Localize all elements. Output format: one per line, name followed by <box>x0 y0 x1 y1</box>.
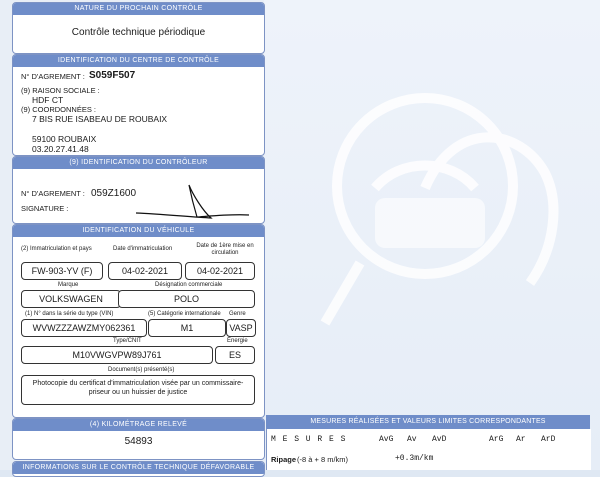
vin-field: WVWZZZAWZMY062361 <box>21 319 147 337</box>
nature-value: Contrôle technique périodique <box>71 27 206 38</box>
controleur-agrement-value: 059Z1600 <box>91 188 137 199</box>
raison-sociale-value: HDF CT <box>32 95 64 105</box>
controleur-agrement-label: N° D'AGREMENT : <box>21 189 85 198</box>
col-arg: ArG <box>489 435 504 444</box>
kilometrage-value: 54893 <box>124 436 153 447</box>
date-immat-field: 04-02-2021 <box>108 262 182 280</box>
date-first-label: Date de 1ère mise en circulation <box>196 243 254 256</box>
address-line1: 7 BIS RUE ISABEAU DE ROUBAIX <box>32 114 168 124</box>
coordonnees-label: (9) COORDONNÉES : <box>21 105 97 114</box>
immat-field: FW-903-YV (F) <box>21 262 103 280</box>
genre-field: VASP <box>226 319 256 337</box>
mesures-body <box>266 429 591 470</box>
signature-label: SIGNATURE : <box>21 204 69 213</box>
address-line2: 59100 ROUBAIX <box>32 134 97 144</box>
type-label: Type/CNIT <box>113 338 142 344</box>
designation-label: Désignation commerciale <box>155 282 223 288</box>
designation-field: POLO <box>118 290 255 308</box>
col-ard: ArD <box>541 435 556 444</box>
col-avg: AvG <box>379 435 394 444</box>
marque-field: VOLKSWAGEN <box>21 290 121 308</box>
documents-label: Document(s) présenté(s) <box>108 367 175 373</box>
marque-label: Marque <box>58 282 79 288</box>
section-nature-title: NATURE DU PROCHAIN CONTRÔLE <box>13 3 264 15</box>
col-avd: AvD <box>432 435 447 444</box>
section-kilometrage-title: (4) KILOMÉTRAGE RELEVÉ <box>13 419 264 431</box>
mesures-title: MESURES RÉALISÉES ET VALEURS LIMITES CORRESPONDANTES <box>266 415 590 429</box>
section-centre <box>12 54 265 156</box>
ripage-value: +0.3m/km <box>395 454 434 463</box>
watermark-car-icon <box>305 78 575 338</box>
categorie-label: (5) Catégorie internationale <box>148 311 221 317</box>
section-kilometrage <box>12 418 265 460</box>
signature-image <box>131 181 256 221</box>
documents-field: Photocopie du certificat d'immatriculation visée par un commissaire-priseur ou un huissier de justice <box>21 375 255 405</box>
centre-agrement-label: N° D'AGREMENT : <box>21 72 85 81</box>
section-informations-title: INFORMATIONS SUR LE CONTRÔLE TECHNIQUE DÉFAVORABLE <box>13 462 264 474</box>
centre-agrement-value: S059F507 <box>89 70 136 81</box>
ripage-limits: (-8 à + 8 m/km) <box>297 455 349 464</box>
section-nature <box>12 2 265 54</box>
section-vehicule <box>12 224 265 418</box>
section-centre-title: IDENTIFICATION DU CENTRE DE CONTRÔLE <box>13 55 264 67</box>
date-first-field: 04-02-2021 <box>185 262 255 280</box>
vin-label: (1) N° dans la série du type (VIN) <box>25 311 114 317</box>
section-informations <box>12 461 265 477</box>
energie-label: Énergie <box>227 338 248 344</box>
mesures-header: M E S U R E S <box>271 435 347 444</box>
ripage-label: Ripage <box>271 455 297 464</box>
immat-label: (2) Immatriculation et pays <box>21 246 92 252</box>
energie-field: ES <box>215 346 255 364</box>
section-vehicule-title: IDENTIFICATION DU VÉHICULE <box>13 225 264 237</box>
col-ar: Ar <box>516 435 526 444</box>
section-controleur <box>12 156 265 224</box>
date-immat-label: Date d'immatriculation <box>113 246 173 252</box>
genre-label: Genre <box>229 311 246 317</box>
raison-sociale-label: (9) RAISON SOCIALE : <box>21 86 100 95</box>
col-av: Av <box>407 435 417 444</box>
categorie-field: M1 <box>148 319 226 337</box>
section-controleur-title: (9) IDENTIFICATION DU CONTRÔLEUR <box>13 157 264 169</box>
phone: 03.20.27.41.48 <box>32 144 89 154</box>
type-field: M10VWGVPW89J761 <box>21 346 213 364</box>
